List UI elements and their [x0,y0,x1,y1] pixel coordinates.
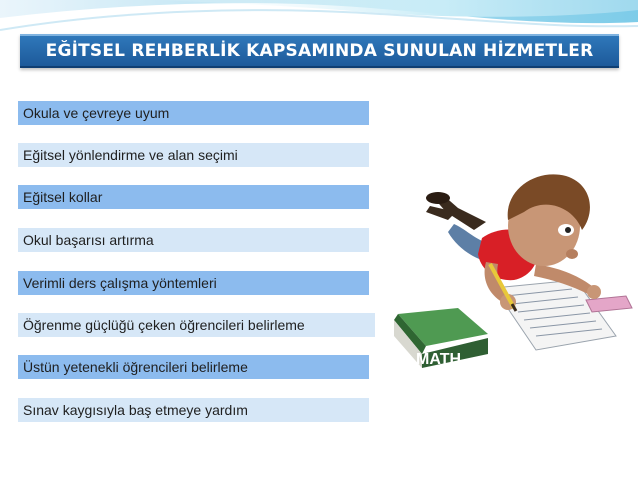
service-item-egitsel-kollar: Eğitsel kollar [18,185,369,209]
service-item-okul-basarisi: Okul başarısı artırma [18,228,369,252]
page-title: EĞİTSEL REHBERLİK KAPSAMINDA SUNULAN HİZMETLER [20,34,619,68]
service-item-ustun-yetenekli: Üstün yetenekli öğrencileri belirleme [18,355,369,379]
service-item-verimli-ders: Verimli ders çalışma yöntemleri [18,271,369,295]
service-item-okula-uyum: Okula ve çevreye uyum [18,101,369,125]
book-label: MATH [416,351,462,368]
service-item-ogrenme-guclugu: Öğrenme güçlüğü çeken öğrencileri belirleme [18,313,375,337]
service-item-egitsel-yonlendirme: Eğitsel yönlendirme ve alan seçimi [18,143,369,167]
service-item-sinav-kaygisi: Sınav kaygısıyla baş etmeye yardım [18,398,369,422]
student-studying-illustration [386,168,638,368]
